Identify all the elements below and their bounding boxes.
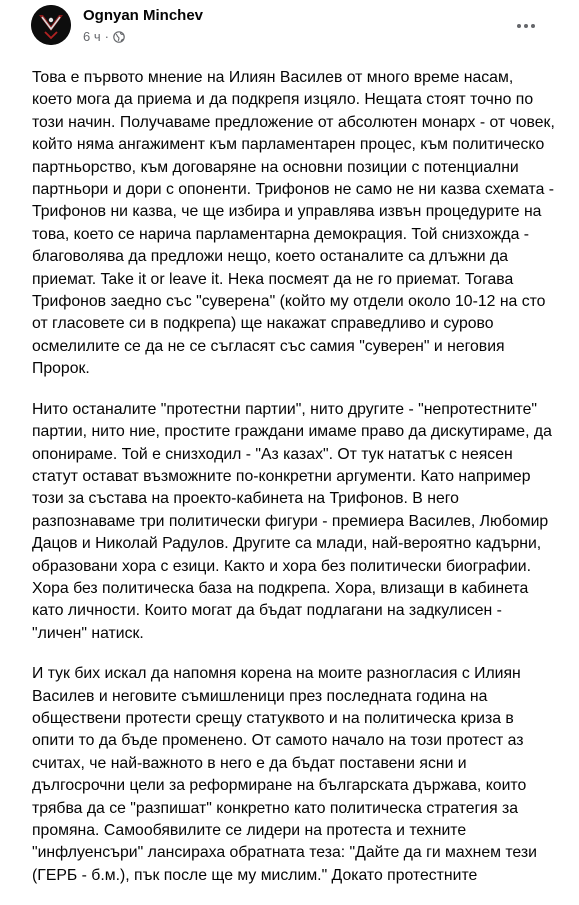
more-options-button[interactable] (508, 8, 544, 44)
post-paragraph-1: Това е първото мнение на Илиян Василев от много време насам, което мога да приема и да подкрепя изцяло. Нещата стоят точно по този начин. Получаваме предложение от абсолютен монарх - от човек, който няма ангажимент към парламентарен процес, към политическо партньорство, към договаряне на основни позиции с потенциални партньори и дори с опоненти. Трифонов не само не ни казва схемата - Трифонов ни казва, че ще избира и управлява извън процедурите на това, което се нарича парламентарна демокрация. Той снизхожда - благоволява да предложи нещо, което останалите са длъжни да приемат. Take it or leave it. Нека посмеят да не го приемат. Тогава Трифонов заедно със "суверена" (който му отдели около 10-12 на сто от гласовете си в подкрепа) ще накажат справедливо и сурово осмелилите се да не се съгласят със самия "суверен" и неговия Пророк. (32, 69, 555, 378)
globe-icon[interactable] (113, 31, 125, 43)
author-name[interactable]: Ognyan Minchev (83, 7, 204, 24)
meta-separator: · (104, 29, 109, 44)
more-icon (517, 24, 535, 28)
avatar-logo-icon (31, 5, 71, 45)
post-meta (83, 29, 125, 44)
post-paragraph-2: Нито останалите "протестни партии", нито другите - "непротестните" партии, нито ние, простите граждани имаме право да дискутираме, да опонираме. Той е снизходил - "Аз казах". От тук нататък с неясен статут остават възможните по-конкретни аргументи. Като например този за състава на проекто-кабинета на Трифонов. В него разпознаваме три политически фигури - премиера Василев, Любомир Дацов и Николай Радулов. Другите са млади, най-вероятно кадърни, образовани хора с езици. Както и хора без политически биографии. Хора без политическа база на подкрепа. Хора, влизащи в кабинета като личности. Които могат да бъдат подлагани на задкулисен - "личен" натиск. (32, 400, 552, 642)
author-avatar[interactable] (31, 5, 71, 45)
post-paragraph-3: И тук бих искал да напомня корена на моите разногласия с Илиян Василев и неговите съмишленици през последната година на обществени протести срещу статуквото и на политическа криза в опити то да бъде променено. От самото начало на този протест аз считах, че най-важното в него е да бъдат поставени ясни и дългосрочни цели за реформиране на българската държава, които трябва да се "разпишат" конкретно като политическа стратегия за промяна. Самообявилите се лидери на протеста и техните "инфлуенсъри" лансираха обратната теза: "Дайте да ги махнем тези (ГЕРБ - б.м.), пък после ще му мислим." Докато протестните (32, 665, 537, 884)
post-text (32, 67, 557, 905)
post-time[interactable]: 6 ч (83, 29, 101, 44)
post-header (0, 0, 579, 56)
